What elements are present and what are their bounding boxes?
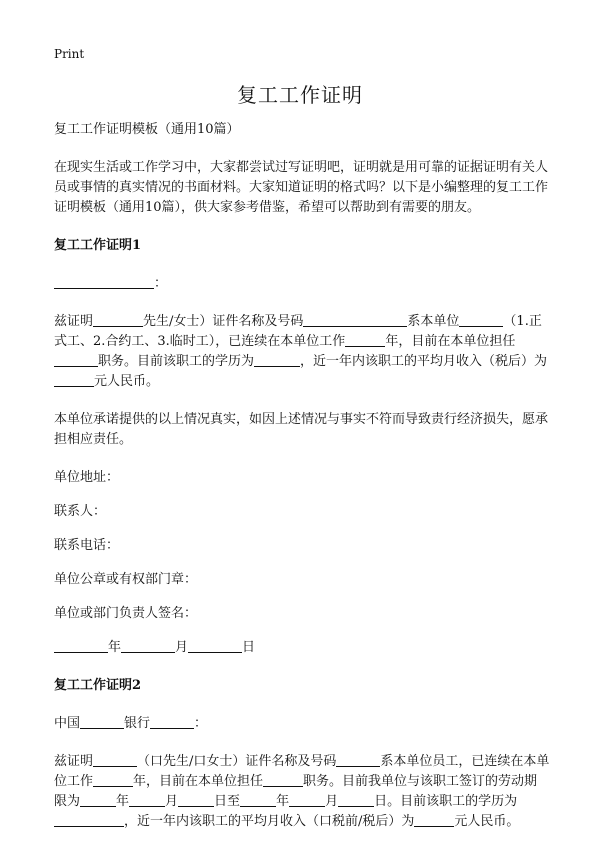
text-segment: 年	[276, 794, 290, 809]
text-segment: 兹证明	[54, 754, 94, 769]
text-segment: 兹证明	[54, 314, 94, 329]
phone-line: 联系电话：	[54, 538, 120, 553]
blank-field	[254, 352, 300, 367]
section1-body	[54, 312, 550, 392]
date-line	[54, 638, 550, 658]
blank-field	[338, 792, 374, 807]
section2-body	[54, 752, 550, 832]
day-label: 日	[242, 640, 256, 655]
text-segment: 系本单位员工，已连续在本单位工作	[54, 754, 550, 789]
blank-field	[289, 792, 325, 807]
blank-field	[93, 772, 133, 787]
blank-field	[93, 752, 137, 767]
text-segment: ，近一年内该职工的平均月收入（税后）为	[300, 354, 548, 369]
print-link[interactable]: Print	[54, 47, 85, 61]
bank-line	[54, 714, 550, 734]
promise-paragraph: 本单位承诺提供的以上情况真实，如因上述情况与事实不符而导致责行经济损失，愿承担相应责任。	[54, 412, 549, 447]
contact-line: 联系人：	[54, 504, 107, 519]
addressee-line	[54, 274, 550, 294]
blank-field	[129, 792, 165, 807]
section1-heading: 复工工作证明1	[54, 238, 142, 253]
text-segment: 职务。目前该职工的学历为	[98, 354, 255, 369]
blank-field	[80, 792, 116, 807]
blank-field	[178, 792, 214, 807]
blank-field	[150, 714, 194, 729]
intro-paragraph: 在现实生活或工作学习中，大家都尝试过写证明吧，证明就是用可靠的证据证明有关人员或事情的真实情况的书面材料。大家知道证明的格式吗？以下是小编整理的复工工作证明模板（通用10篇），供大家参考借鉴，希望可以帮助到有需要的朋友。	[54, 160, 549, 215]
text-segment: 元人民币。	[454, 814, 520, 829]
year-blank	[54, 638, 108, 653]
addressee-suffix: ：	[154, 276, 168, 291]
text-segment: ：	[194, 716, 208, 731]
text-segment: 年，目前在本单位担任	[133, 774, 264, 789]
blank-field	[336, 752, 380, 767]
blank-field	[54, 352, 98, 367]
addressee-blank	[54, 274, 154, 289]
blank-field	[263, 772, 303, 787]
text-segment: （口先生/口女士）证件名称及号码	[137, 754, 337, 769]
blank-field	[54, 372, 94, 387]
blank-field	[303, 312, 407, 327]
year-label: 年	[108, 640, 122, 655]
signature-line: 单位或部门负责人签名：	[54, 606, 198, 621]
blank-field	[459, 312, 503, 327]
subtitle: 复工工作证明模板（通用10篇）	[54, 122, 240, 137]
text-segment: 银行	[124, 716, 151, 731]
address-line: 单位地址：	[54, 470, 120, 485]
text-segment: 元人民币。	[94, 374, 160, 389]
text-segment: 年，目前在本单位担任	[385, 334, 516, 349]
text-segment: （1.正式工、2.合约工、3.临时工），已连续在本单位工作	[54, 314, 542, 349]
blank-field	[54, 812, 124, 827]
month-label: 月	[175, 640, 189, 655]
text-segment: 先生/女士）证件名称及号码	[143, 314, 304, 329]
text-segment: 职务。目前我单位与该职工签订的劳动期限为	[54, 774, 538, 809]
page-title: 复工工作证明	[237, 83, 363, 107]
section2-heading: 复工工作证明2	[54, 678, 142, 693]
text-segment: 月	[325, 794, 339, 809]
text-segment: 年	[116, 794, 130, 809]
day-blank	[188, 638, 242, 653]
text-segment: 系本单位	[407, 314, 460, 329]
seal-line: 单位公章或有权部门章：	[54, 572, 198, 587]
text-segment: 中国	[54, 716, 81, 731]
text-segment: 月	[165, 794, 179, 809]
text-segment: 日至	[214, 794, 241, 809]
text-segment: ，近一年内该职工的平均月收入（口税前/税后）为	[124, 814, 415, 829]
blank-field	[240, 792, 276, 807]
month-blank	[121, 638, 175, 653]
text-segment: 日。目前该职工的学历为	[374, 794, 518, 809]
blank-field	[93, 312, 143, 327]
blank-field	[80, 714, 124, 729]
blank-field	[345, 332, 385, 347]
document-body	[54, 120, 550, 850]
blank-field	[414, 812, 454, 827]
